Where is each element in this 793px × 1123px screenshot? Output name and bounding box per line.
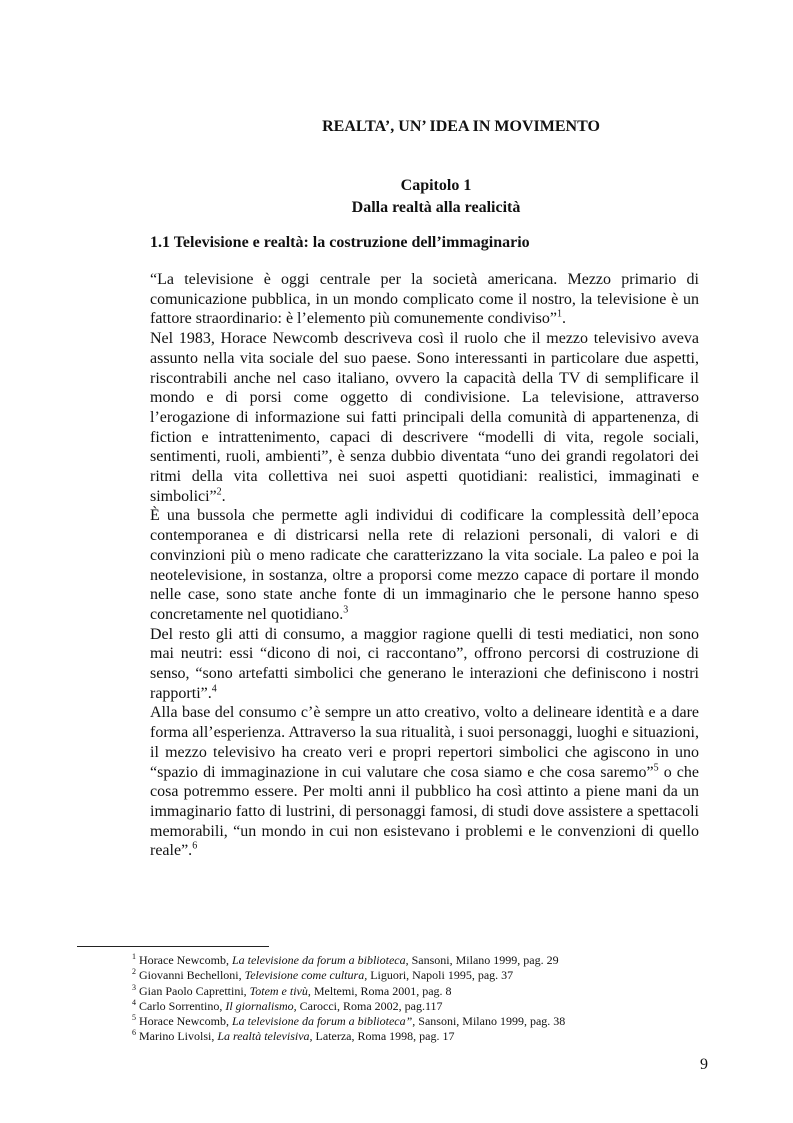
footnote-ref[interactable]: 4 [211, 683, 217, 695]
footnote: $^2$ Giovanni Bechelloni, Televisione come cultura, Liguori, Napoli 1995, pag. 37 [132, 967, 514, 983]
footnote: $^5$ Horace Newcomb, La televisione da forum a biblioteca”, Sansoni, Milano 1999, pag. 38 [132, 1013, 566, 1029]
body-text [150, 270, 699, 861]
paragraph: Nel 1983, Horace Newcomb descriveva così il ruolo che il mezzo televisivo aveva assunto nella vita sociale del suo paese. Sono interessanti in particolare due aspetti, riscontrabili anche nel caso italiano, ovvero la capacità della TV di semplificare il mondo e di porsi come oggetto di condivisione. La televisione, attraverso l’erogazione di informazione sui fatti principali della comunità di appartenenza, di fiction e intrattenimento, capaci di descrivere “modelli di vita, regole sociali, sentimenti, ruoli, ambienti”, è senza dubbio diventata “uno dei grandi regolatori dei ritmi della vita collettiva nei suoi aspetti quotidiani: realistici, immaginati e simbolici”$^2$. [150, 330, 699, 505]
footnote-ref[interactable]: 1 [556, 309, 562, 321]
footnote: $^3$ Gian Paolo Caprettini, Totem e tivù, Meltemi, Roma 2001, pag. 8 [132, 982, 452, 998]
footnote: $^4$ Carlo Sorrentino, Il giornalismo, Carocci, Roma 2002, pag.117 [132, 997, 443, 1013]
footnote: $^6$ Marino Livolsi, La realtà televisiva, Laterza, Roma 1998, pag. 17 [132, 1028, 455, 1044]
paragraph: Alla base del consumo c’è sempre un atto creativo, volto a delineare identità e a dare forma all’esperienza. Attraverso la sua ritualità, i suoi personaggi, luoghi e situazioni, il mezzo televisivo ha creato veri e propri repertori simbolici che agiscono in uno “spazio di immaginazione in cui valutare che cosa siamo e che cosa saremo”$^5$ o che cosa potremmo essere. Per molti anni il pubblico ha così attinto a piene mani da un immaginario fatto di lustrini, di personaggi famosi, di studi dove assistere a spettacoli memorabili, “un mondo in cui non esistevano i problemi e le convenzioni di quello reale”.$^6$ [150, 704, 700, 860]
document-title: REALTA’, UN’ IDEA IN MOVIMENTO [322, 118, 600, 135]
footnote-divider [77, 946, 269, 947]
paragraph: “La televisione è oggi centrale per la società americana. Mezzo primario di comunicazione pubblica, in un mondo complicato come il nostro, la televisione è un fattore straordinario: è l’elemento più comunemente condiviso”$^1$. [150, 271, 699, 328]
chapter-number: Capitolo 1 [400, 177, 472, 194]
footnote: $^1$ Horace Newcomb, La televisione da forum a biblioteca, Sansoni, Milano 1999, pag. 29 [132, 952, 559, 967]
chapter-title: Dalla realtà alla realicità [351, 199, 521, 216]
paragraph: Del resto gli atti di consumo, a maggior ragione quelli di testi mediatici, non sono mai neutri: essi “dicono di noi, ci raccontano”, offrono percorsi di costruzione di senso, “sono artefatti simbolici che generano le interazioni che definiscono i nostri rapporti”.$^4$ [150, 625, 699, 702]
footnotes [132, 953, 565, 1045]
paragraph: È una bussola che permette agli individui di codificare la complessità dell’epoca contemporanea e di districarsi nella rete di relazioni personali, di valori e di convinzioni più o meno radicate che caratterizzano la vita sociale. La paleo e poi la neotelevisione, in sostanza, oltre a proporsi come mezzo capace di portare il mondo nelle case, sono state anche fonte di un immaginario che le persone hanno speso concretamente nel quotidiano.$^3$ [150, 507, 699, 623]
page-number: 9 [700, 1056, 708, 1073]
section-title: 1.1 Televisione e realtà: la costruzione dell’immaginario [150, 234, 530, 251]
footnote-ref[interactable]: 6 [192, 841, 198, 853]
chapter-heading [150, 175, 722, 219]
footnote-ref[interactable]: 3 [343, 604, 349, 616]
footnote-ref[interactable]: 5 [653, 762, 659, 774]
footnote-ref[interactable]: 2 [216, 486, 222, 498]
